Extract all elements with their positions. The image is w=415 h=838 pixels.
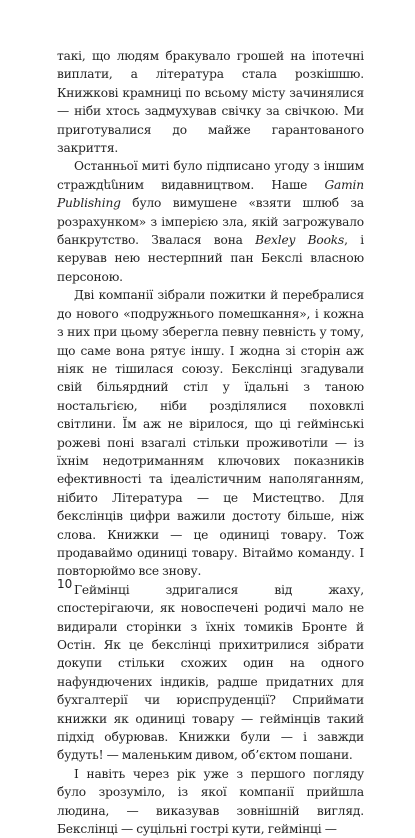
publisher-name-bexley: Bexley Books (255, 233, 345, 248)
paragraph-4 (57, 581, 364, 765)
paragraph-1 (57, 47, 364, 157)
text-run: Останньої миті було підписано угоду з іншим страждենним видавництвом. Наше (57, 159, 364, 192)
text-run: , і керував нею нестерпний пан Бекслі власною персоною. (57, 233, 364, 284)
page-number: 10 (57, 577, 73, 591)
paragraph-2 (57, 157, 364, 286)
paragraph-5 (57, 765, 364, 838)
text-run: Дві компанії зібрали пожитки й перебралися до нового «подружнього помешкання», і кожна з них при цьому зберегла певну певність у тому, що саме вона рятує іншу. І жодна зі сторін аж ніяк не тішилася союзу. Бекслінці згадували свій більярдний стіл у їдальні з таною ностальгією, ніби розділялися поховклі світлини. Їм аж не вірилося, що ці геймінські рожеві поні взагалі стільки проживотіли — із їхнім недотриманням ключових показників ефективності та ідеалістичним наполяганням, нібито Література — це Мистецтво. Для бекслінців цифри важили достоту більше, ніж слова. Книжки — це одиниці товару. Тож продаваймо одиниці товару. Вітаймо команду. І повторюймо все знову. (57, 288, 364, 579)
book-page-text (57, 47, 364, 838)
text-run: такі, що людям бракувало грошей на іпотечні виплати, а література стала розкішшю. Книжкові крамниці по всьому місту зачинялися — ніби хтось задмухував свічку за свічкою. Ми приготувалися до майже гарантованого закриття. (57, 49, 364, 156)
text-run: Геймінці здригалися від жаху, спостерігаючи, як новоспечені родичі мало не видирали сторінки з їхніх томиків Бронте й Остін. Як це бекслінці прихитрилися зібрати докупи стільки схожих один на одного нафундючених індиків, радше придатних для бухгалтерії чи юриспруденції? Сприймати книжки як одиниці товару — геймінців такий підхід обурював. Книжки були — і завжди будуть! — маленьким дивом, об’єктом пошани. (57, 582, 364, 763)
text-run: І навіть через рік уже з першого погляду було зрозуміло, із якої компанії прийшла людина, — виказував зовнішній вигляд. Бекслінці — суцільні гострі кути, геймінці — (57, 766, 364, 837)
paragraph-3 (57, 286, 364, 581)
publisher-name-gamin: Gamin Publishing (57, 177, 364, 211)
text-run: було вимушене «взяти шлюб за розрахунком» з імперією зла, якій загрожувало банкрутство. Звалася вона (57, 196, 364, 248)
